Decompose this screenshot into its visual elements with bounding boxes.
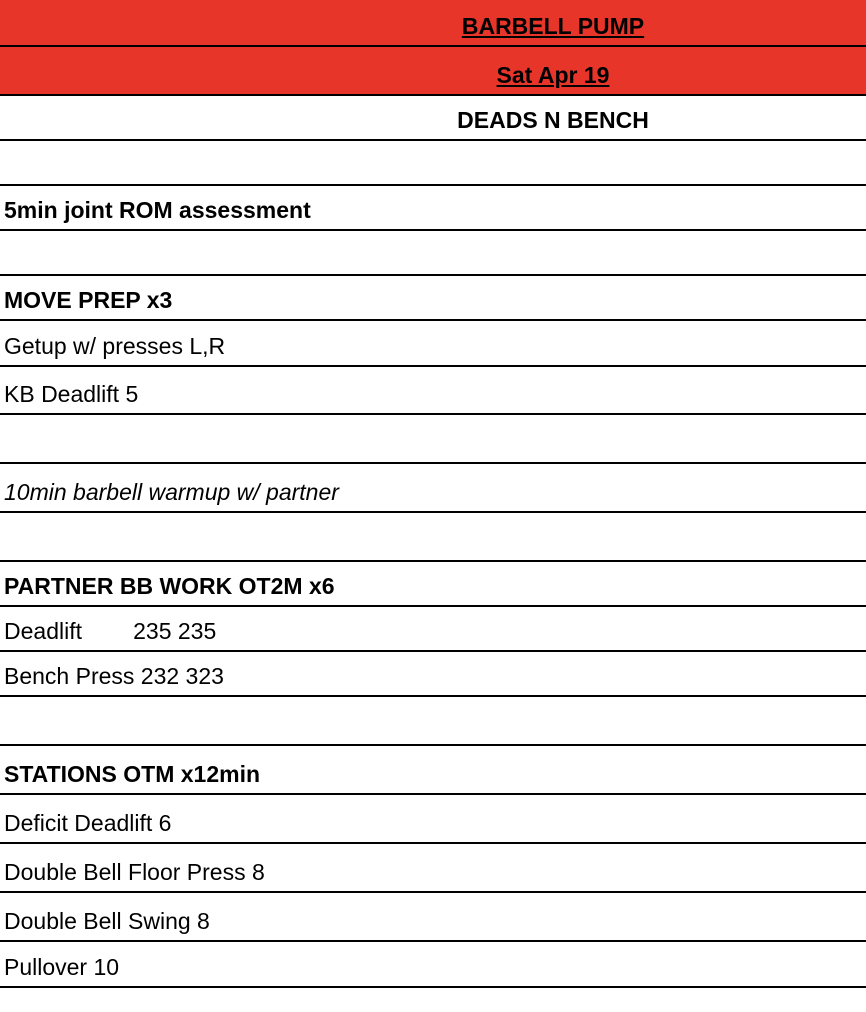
move-prep-heading-row <box>0 276 866 321</box>
section-heading: STATIONS OTM x12min <box>4 761 261 787</box>
exercise-row <box>0 844 866 893</box>
assessment-row <box>0 186 866 231</box>
exercise-row <box>0 607 866 652</box>
exercise-text: Deficit Deadlift 6 <box>4 810 172 836</box>
date-row <box>0 47 866 96</box>
stations-heading-row <box>0 746 866 795</box>
workout-date: Sat Apr 19 <box>496 62 610 88</box>
workout-subtitle: DEADS N BENCH <box>457 107 649 133</box>
warmup-row <box>0 464 866 513</box>
workout-title: BARBELL PUMP <box>461 13 645 39</box>
exercise-row <box>0 795 866 844</box>
blank-row <box>0 415 866 464</box>
title-row <box>0 0 866 47</box>
blank-row <box>0 513 866 562</box>
exercise-text: KB Deadlift 5 <box>4 381 139 407</box>
section-heading: 5min joint ROM assessment <box>4 197 311 223</box>
blank-row <box>0 141 866 186</box>
exercise-text: Getup w/ presses L,R <box>4 333 226 359</box>
exercise-row <box>0 367 866 415</box>
exercise-text: Double Bell Swing 8 <box>4 908 210 934</box>
exercise-row <box>0 652 866 697</box>
section-heading: PARTNER BB WORK OT2M x6 <box>4 573 335 599</box>
blank-row <box>0 231 866 276</box>
partner-work-heading-row <box>0 562 866 607</box>
exercise-row <box>0 942 866 988</box>
warmup-text: 10min barbell warmup w/ partner <box>4 479 339 505</box>
exercise-text: Deadlift 235 235 <box>4 618 217 644</box>
exercise-text: Pullover 10 <box>4 954 120 980</box>
blank-row <box>0 697 866 746</box>
exercise-text: Bench Press 232 323 <box>4 663 224 689</box>
subtitle-row <box>0 96 866 141</box>
exercise-row <box>0 893 866 942</box>
exercise-text: Double Bell Floor Press 8 <box>4 859 265 885</box>
exercise-row <box>0 321 866 367</box>
section-heading: MOVE PREP x3 <box>4 287 173 313</box>
